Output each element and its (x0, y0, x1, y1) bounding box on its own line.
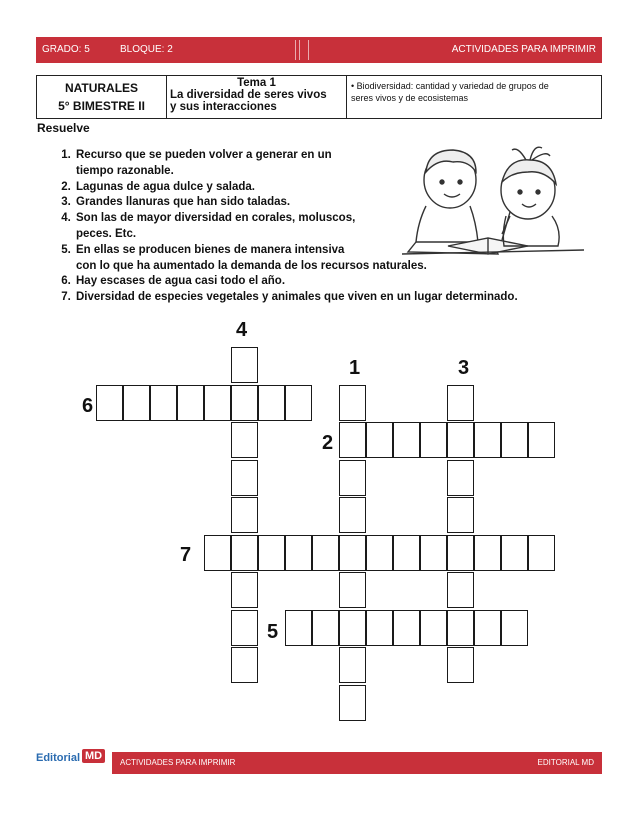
crossword-cell[interactable] (339, 572, 366, 608)
bimester-label: 5° BIMESTRE II (58, 99, 145, 113)
theme-title-line2: y sus interacciones (170, 101, 277, 113)
crossword-cell[interactable] (366, 422, 393, 458)
logo-text: Editorial (36, 752, 81, 764)
crossword-cell[interactable] (339, 610, 366, 646)
crossword-cell[interactable] (96, 385, 123, 421)
clue-item: 2. Lagunas de agua dulce y salada. (74, 180, 594, 196)
crossword-cell[interactable] (177, 385, 204, 421)
objective-line2: seres vivos y de ecosistemas (351, 93, 469, 103)
crossword-cell[interactable] (339, 422, 366, 458)
subject-cell (37, 76, 167, 118)
crossword-cell[interactable] (231, 497, 258, 533)
crossword-cell[interactable] (339, 647, 366, 683)
crossword-cell[interactable] (285, 535, 312, 571)
crossword-cell[interactable] (474, 422, 501, 458)
logo-badge: MD (82, 749, 105, 763)
theme-title-line1: La diversidad de seres vivos (170, 89, 327, 101)
publisher-logo (36, 746, 108, 772)
crossword-cell[interactable] (339, 535, 366, 571)
crossword-cell[interactable] (150, 385, 177, 421)
crossword-cell[interactable] (231, 647, 258, 683)
footer-left-text: ACTIVIDADES PARA IMPRIMIR (120, 758, 236, 767)
crossword-cell[interactable] (528, 422, 555, 458)
crossword-number-6: 6 (82, 395, 94, 417)
crossword-cell[interactable] (474, 535, 501, 571)
block-label: BLOQUE: 2 (120, 44, 173, 55)
instruction-label: Resuelve (37, 121, 90, 135)
info-table (36, 75, 602, 119)
crossword-cell[interactable] (474, 610, 501, 646)
theme-cell (167, 76, 347, 118)
crossword-number-5: 5 (267, 621, 279, 643)
crossword-cell[interactable] (501, 535, 528, 571)
clue-item: 3. Grandes llanuras que han sido taladas. (74, 195, 594, 211)
children-studying-illustration (398, 142, 588, 262)
crossword-cell[interactable] (501, 610, 528, 646)
bar-divider (299, 40, 300, 60)
crossword-number-2: 2 (322, 432, 334, 454)
crossword-number-4: 4 (236, 319, 248, 341)
crossword-number-7: 7 (180, 544, 192, 566)
header-title: ACTIVIDADES PARA IMPRIMIR (451, 44, 596, 55)
crossword-cell[interactable] (447, 610, 474, 646)
crossword-cell[interactable] (285, 385, 312, 421)
crossword-cell[interactable] (528, 535, 555, 571)
crossword-cell[interactable] (204, 535, 231, 571)
crossword-cell[interactable] (339, 685, 366, 721)
crossword-cell[interactable] (501, 422, 528, 458)
crossword-cell[interactable] (447, 422, 474, 458)
crossword-cell[interactable] (447, 385, 474, 421)
top-header-bar (36, 37, 602, 63)
crossword-cell[interactable] (231, 422, 258, 458)
crossword-cell[interactable] (447, 647, 474, 683)
crossword-cell[interactable] (420, 610, 447, 646)
bullet-icon: • (351, 81, 355, 91)
crossword-cell[interactable] (231, 385, 258, 421)
crossword-number-1: 1 (349, 357, 361, 379)
bar-divider (295, 40, 296, 60)
crossword-cell[interactable] (231, 572, 258, 608)
crossword-cell[interactable] (339, 497, 366, 533)
bar-divider (308, 40, 309, 60)
footer-right-text: EDITORIAL MD (537, 758, 594, 767)
grade-label: GRADO: 5 (42, 44, 90, 55)
crossword-cell[interactable] (447, 572, 474, 608)
theme-label: Tema 1 (237, 77, 276, 89)
crossword-cell[interactable] (339, 385, 366, 421)
crossword-cell[interactable] (258, 535, 285, 571)
crossword-cell[interactable] (312, 610, 339, 646)
crossword-cell[interactable] (366, 535, 393, 571)
crossword-cell[interactable] (393, 422, 420, 458)
crossword-cell[interactable] (447, 497, 474, 533)
subject-name: NATURALES (64, 81, 139, 95)
crossword-cell[interactable] (339, 460, 366, 496)
crossword-cell[interactable] (420, 535, 447, 571)
crossword-cell[interactable] (204, 385, 231, 421)
clue-item: 4. Son las de mayor diversidad en corales, moluscos, peces. Etc. (74, 211, 594, 243)
objective-line1: Biodiversidad: cantidad y variedad de grupos de (356, 81, 549, 91)
clue-item: 6. Hay escases de agua casi todo el año. (74, 274, 594, 290)
crossword-number-3: 3 (458, 357, 470, 379)
crossword-cell[interactable] (312, 535, 339, 571)
crossword-cell[interactable] (231, 610, 258, 646)
crossword-cell[interactable] (420, 422, 447, 458)
clue-item: 5. En ellas se producen bienes de manera intensiva con lo que ha aumentado la demanda de los recursos naturales. (74, 243, 594, 275)
clue-item: 7. Diversidad de especies vegetales y animales que viven en un lugar determinado. (74, 290, 594, 306)
crossword-cell[interactable] (231, 347, 258, 383)
crossword-cell[interactable] (123, 385, 150, 421)
crossword-cell[interactable] (231, 535, 258, 571)
crossword-cell[interactable] (231, 460, 258, 496)
footer-bar (112, 752, 602, 774)
crossword-cell[interactable] (447, 535, 474, 571)
crossword-cell[interactable] (393, 610, 420, 646)
crossword-cell[interactable] (366, 610, 393, 646)
crossword-cell[interactable] (447, 460, 474, 496)
clue-item: 1. Recurso que se pueden volver a generar en un tiempo razonable. (74, 148, 594, 180)
crossword-cell[interactable] (258, 385, 285, 421)
crossword-cell[interactable] (393, 535, 420, 571)
crossword-cell[interactable] (285, 610, 312, 646)
objective-cell (347, 76, 603, 118)
